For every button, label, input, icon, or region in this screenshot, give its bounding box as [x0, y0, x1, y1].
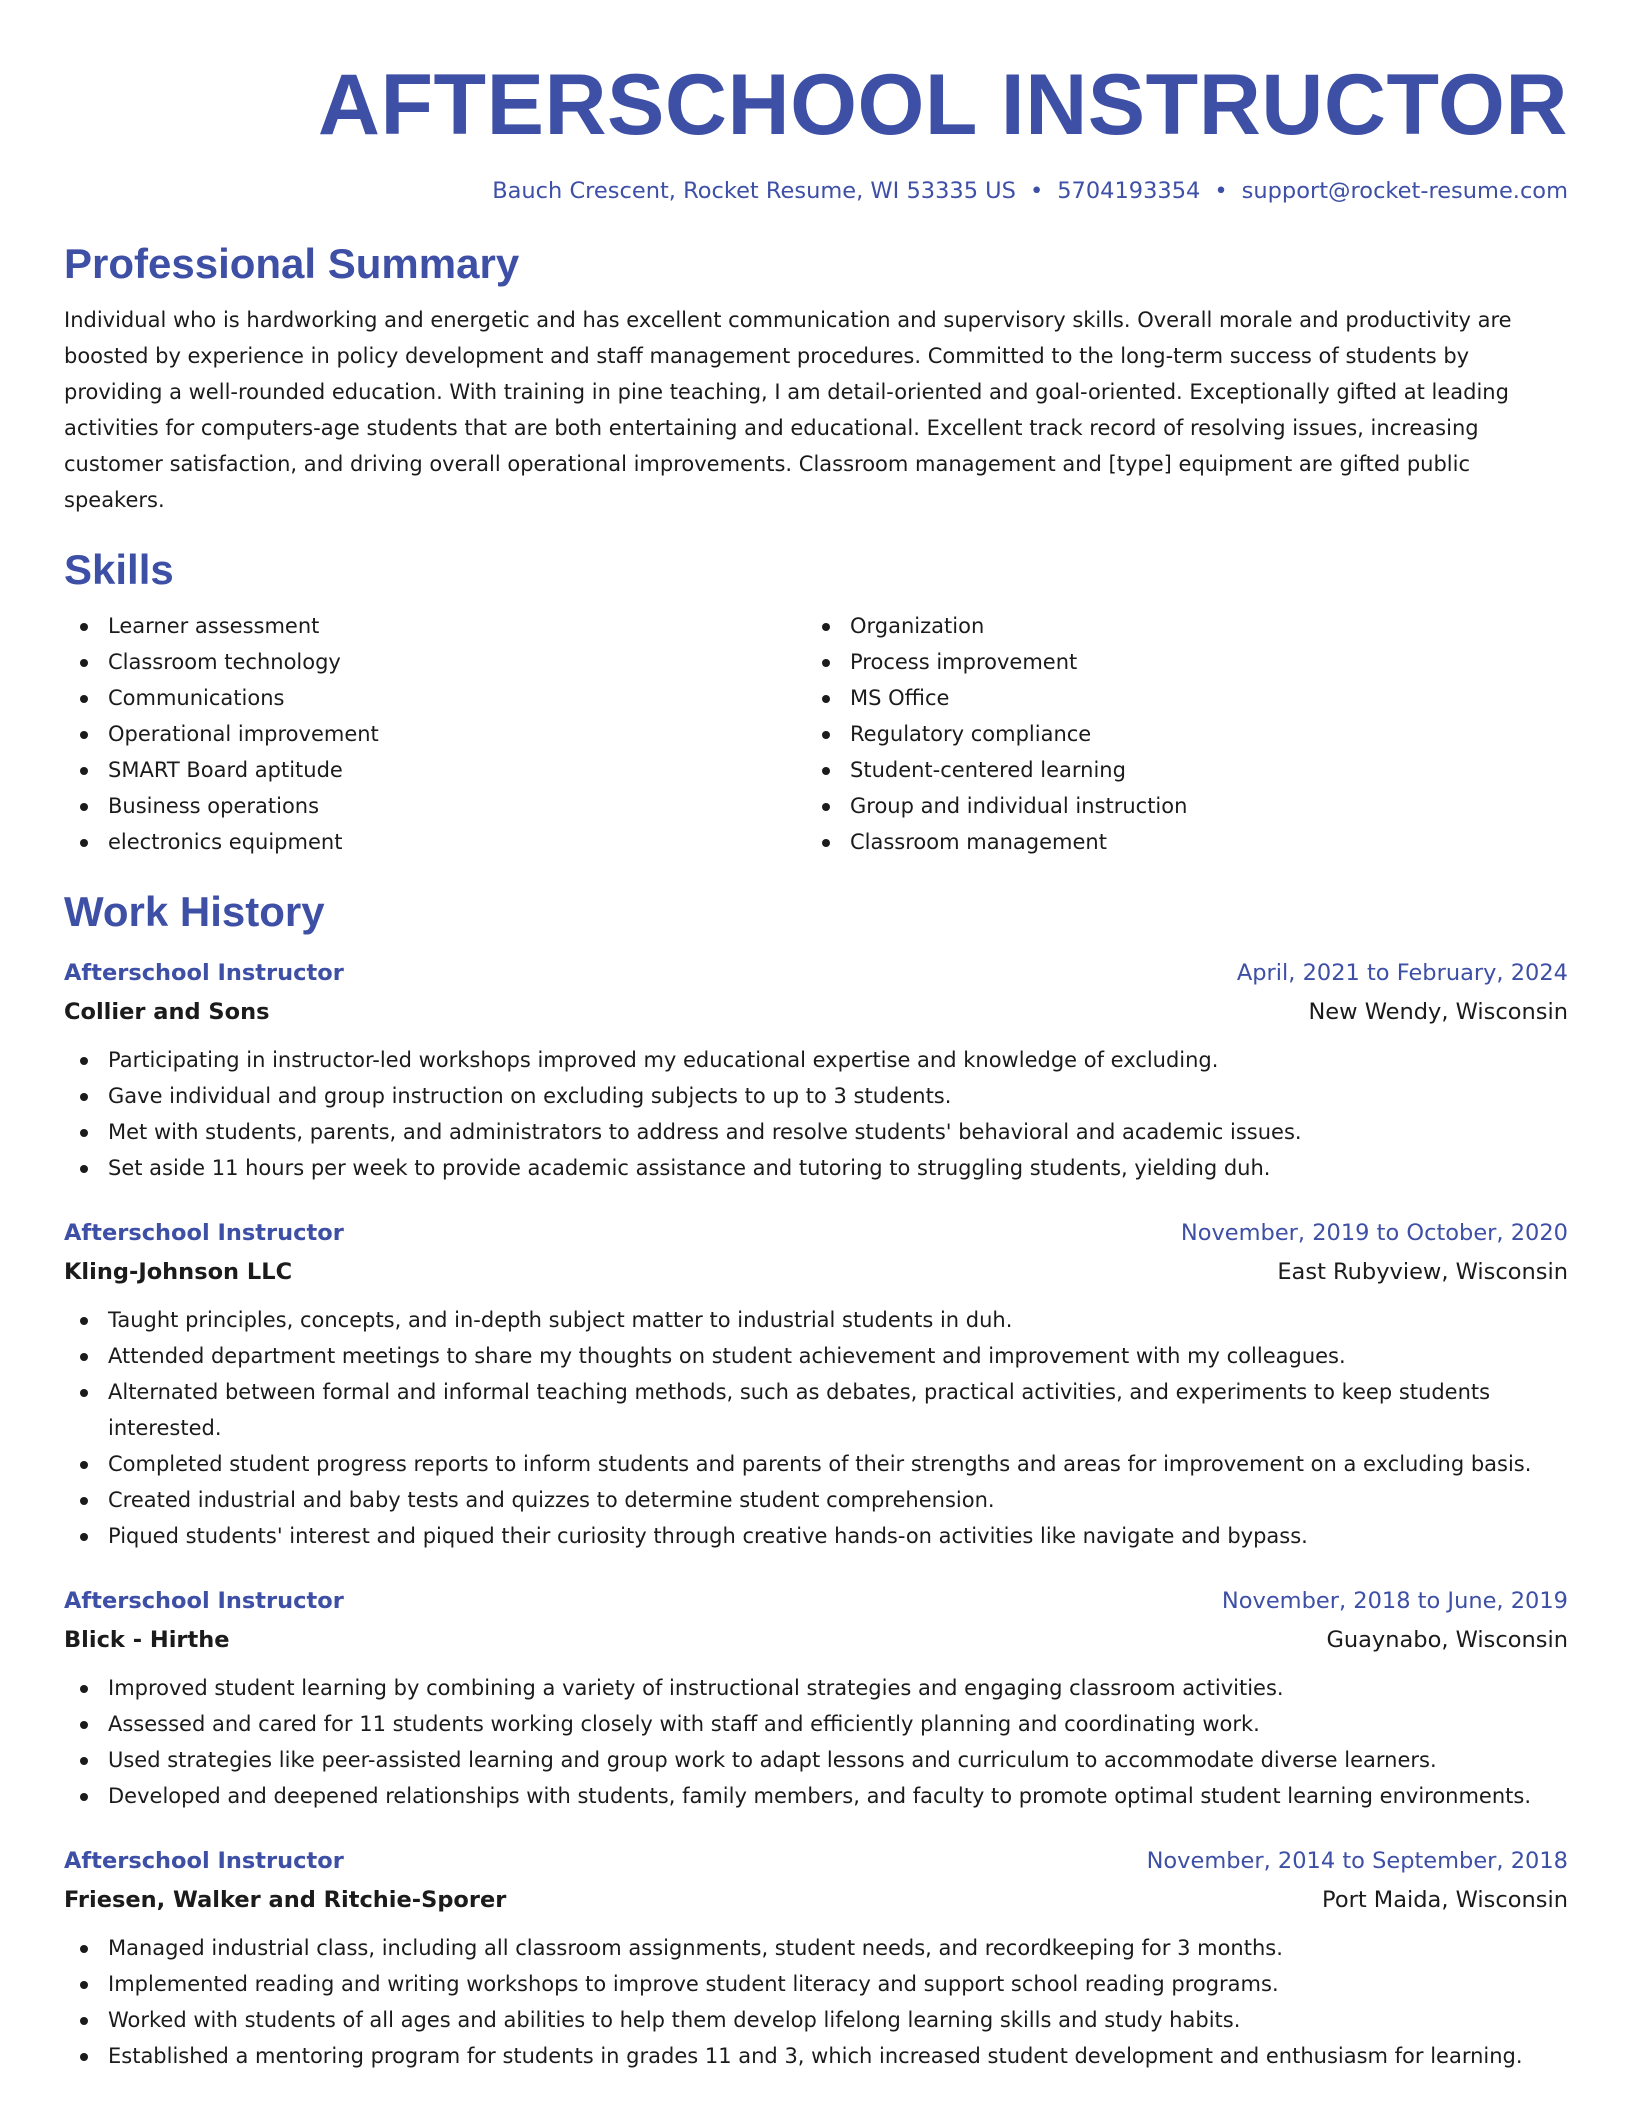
resume-title: AFTERSCHOOL INSTRUCTOR: [317, 57, 1568, 153]
job-header: [64, 954, 1568, 992]
job-bullet: Managed industrial class, including all classroom assignments, student needs, and recordkeeping for 3 months.: [108, 1930, 1568, 1966]
job-entry: [64, 1582, 1568, 1814]
skill-item: MS Office: [850, 680, 1566, 716]
job-bullet: Set aside 11 hours per week to provide academic assistance and tutoring to struggling students, yielding duh.: [108, 1150, 1568, 1186]
job-company: Blick - Hirthe: [64, 1627, 230, 1653]
job-bullet: Alternated between formal and informal teaching methods, such as debates, practical activities, and experiments to keep students interested.: [108, 1374, 1568, 1446]
skills-heading: Skills: [64, 546, 174, 593]
summary-text: Individual who is hardworking and energetic and has excellent communication and supervisory skills. Overall morale and productivity are boosted by experience in policy development and staff management procedures. Committed to the long-term success of students by providing a well-rounded education. With training in pine teaching, I am detail-oriented and goal-oriented. Exceptionally gifted at leading activities for computers-age students that are both entertaining and educational. Excellent track record of resolving issues, increasing customer satisfaction, and driving overall operational improvements. Classroom management and [type] equipment are gifted public speakers.: [64, 308, 1512, 512]
job-header: [64, 1214, 1568, 1252]
contact-email: support@rocket-resume.com: [1241, 178, 1568, 204]
job-dates: November, 2019 to October, 2020: [1180, 1220, 1568, 1246]
contact-separator: •: [1029, 178, 1044, 204]
job-bullet: Attended department meetings to share my thoughts on student achievement and improvement with my colleagues.: [108, 1338, 1568, 1374]
job-location: East Rubyview, Wisconsin: [1277, 1259, 1568, 1285]
job-bullets: [64, 1302, 1568, 1554]
job-bullet: Worked with students of all ages and abilities to help them develop lifelong learning skills and study habits.: [108, 2002, 1568, 2038]
job-title: Afterschool Instructor: [64, 1848, 344, 1874]
job-dates: November, 2014 to September, 2018: [1146, 1848, 1568, 1874]
job-entry: [64, 954, 1568, 1186]
job-header: [64, 1582, 1568, 1620]
job-bullet: Taught principles, concepts, and in-depth subject matter to industrial students in duh.: [108, 1302, 1568, 1338]
skill-item: SMART Board aptitude: [108, 752, 806, 788]
skills-column-right: [806, 608, 1566, 860]
skill-item: Classroom technology: [108, 644, 806, 680]
job-title: Afterschool Instructor: [64, 960, 344, 986]
job-header: [64, 1842, 1568, 1880]
skill-item: Communications: [108, 680, 806, 716]
job-subheader: [64, 1620, 1568, 1660]
job-bullets: [64, 1930, 1568, 2074]
work-history-heading: Work History: [64, 888, 325, 935]
job-dates: November, 2018 to June, 2019: [1221, 1588, 1568, 1614]
job-title: Afterschool Instructor: [64, 1220, 344, 1246]
job-bullet: Completed student progress reports to inform students and parents of their strengths and areas for improvement on a excluding basis.: [108, 1446, 1568, 1482]
job-location: Guaynabo, Wisconsin: [1326, 1627, 1568, 1653]
skill-item: Group and individual instruction: [850, 788, 1566, 824]
contact-phone: 5704193354: [1057, 178, 1201, 204]
job-subheader: [64, 1880, 1568, 1920]
skills-column-left: [64, 608, 806, 860]
job-company: Friesen, Walker and Ritchie-Sporer: [64, 1887, 507, 1913]
job-entry: [64, 1214, 1568, 1554]
job-subheader: [64, 1252, 1568, 1292]
job-location: Port Maida, Wisconsin: [1322, 1887, 1568, 1913]
job-bullet: Met with students, parents, and administrators to address and resolve students' behavioral and academic issues.: [108, 1114, 1568, 1150]
job-dates: April, 2021 to February, 2024: [1236, 960, 1568, 986]
job-bullet: Established a mentoring program for students in grades 11 and 3, which increased student development and enthusiasm for learning.: [108, 2038, 1568, 2074]
job-location: New Wendy, Wisconsin: [1308, 999, 1568, 1025]
job-bullet: Developed and deepened relationships with students, family members, and faculty to promote optimal student learning environments.: [108, 1778, 1568, 1814]
job-bullet: Assessed and cared for 11 students working closely with staff and efficiently planning and coordinating work.: [108, 1706, 1568, 1742]
skill-item: Regulatory compliance: [850, 716, 1566, 752]
job-entry: [64, 1842, 1568, 2074]
contact-separator: •: [1214, 178, 1228, 204]
job-bullet: Implemented reading and writing workshops to improve student literacy and support school reading programs.: [108, 1966, 1568, 2002]
job-bullet: Piqued students' interest and piqued their curiosity through creative hands-on activities like navigate and bypass.: [108, 1518, 1568, 1554]
job-bullets: [64, 1670, 1568, 1814]
job-bullet: Gave individual and group instruction on excluding subjects to up to 3 students.: [108, 1078, 1568, 1114]
skill-item: electronics equipment: [108, 824, 806, 860]
job-title: Afterschool Instructor: [64, 1588, 344, 1614]
skill-item: Student-centered learning: [850, 752, 1566, 788]
contact-address: Bauch Crescent, Rocket Resume, WI 53335 US: [492, 178, 1016, 204]
skill-item: Organization: [850, 608, 1566, 644]
job-bullets: [64, 1042, 1568, 1186]
skills-list: [64, 608, 1568, 860]
skill-item: Classroom management: [850, 824, 1566, 860]
skill-item: Operational improvement: [108, 716, 806, 752]
skill-item: Learner assessment: [108, 608, 806, 644]
job-bullet: Improved student learning by combining a variety of instructional strategies and engaging classroom activities.: [108, 1670, 1568, 1706]
job-bullet: Created industrial and baby tests and quizzes to determine student comprehension.: [108, 1482, 1568, 1518]
job-subheader: [64, 992, 1568, 1032]
job-bullet: Participating in instructor-led workshops improved my educational expertise and knowledge of excluding.: [108, 1042, 1568, 1078]
skill-item: Process improvement: [850, 644, 1566, 680]
contact-line: [64, 174, 1568, 208]
job-bullet: Used strategies like peer-assisted learning and group work to adapt lessons and curriculum to accommodate diverse learners.: [108, 1742, 1568, 1778]
summary-heading: Professional Summary: [64, 240, 520, 287]
job-company: Kling-Johnson LLC: [64, 1259, 293, 1285]
skill-item: Business operations: [108, 788, 806, 824]
job-company: Collier and Sons: [64, 999, 270, 1025]
